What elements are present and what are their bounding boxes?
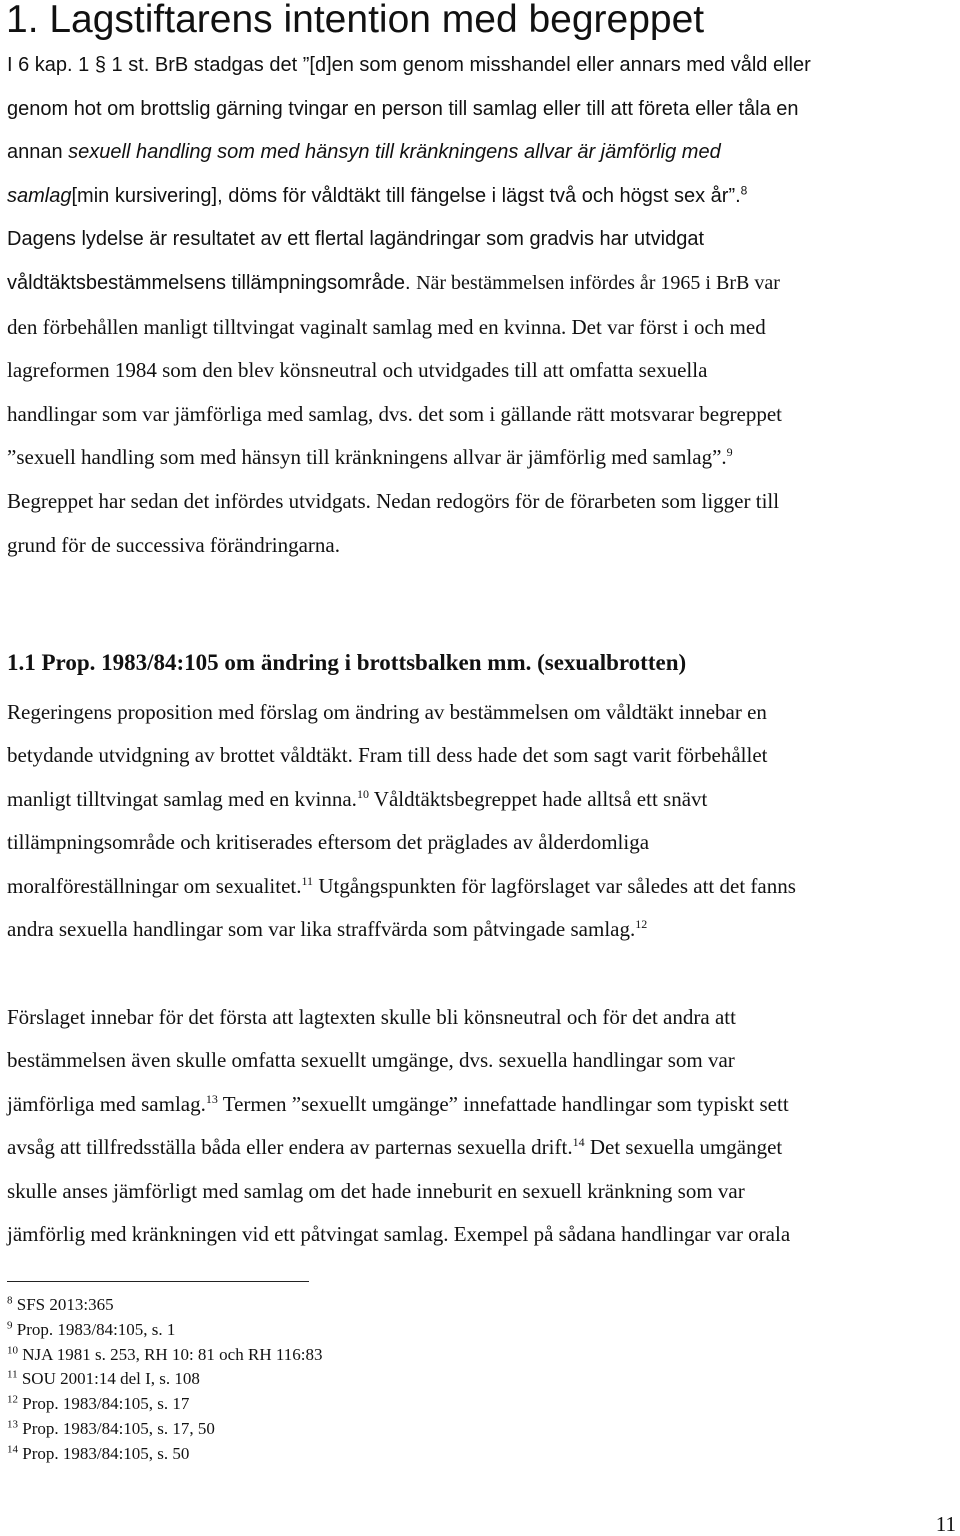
text-run: manligt tilltvingat samlag med en kvinna.: [7, 786, 357, 811]
text-line: [7, 52, 811, 78]
footnote-number: 10: [7, 1343, 18, 1356]
text-run: den förbehållen manligt tilltvingat vaginalt samlag med en kvinna. Det var först i och med: [7, 314, 766, 339]
text-run: ”sexuell handling som med hänsyn till kränkningens allvar är jämförlig med samlag”.: [7, 445, 727, 470]
text-run: Det sexuella umgänget: [584, 1135, 783, 1160]
text-line: [7, 699, 767, 725]
text-run: bestämmelsen även skulle omfatta sexuellt umgänge, dvs. sexuella handlingar som var: [7, 1048, 735, 1073]
text-run: skulle anses jämförligt med samlag om det hade inneburit en sexuell kränkning som var: [7, 1178, 745, 1203]
footnote-ref[interactable]: 13: [205, 1091, 218, 1106]
footnote-item: [7, 1443, 189, 1465]
text-line: [7, 1047, 735, 1073]
text-run: avsåg att tillfredsställa båda eller endera av parternas sexuella drift.: [7, 1135, 573, 1160]
text-run: jämförlig med kränkningen vid ett påtvingat samlag. Exempel på sådana handlingar var orala: [7, 1222, 791, 1246]
page-number: 11: [935, 1512, 956, 1536]
footnote-number: 14: [7, 1443, 18, 1456]
footnote-text: NJA 1981 s. 253, RH 10: 81 och RH 116:83: [18, 1344, 323, 1364]
text-line: [7, 357, 707, 383]
footnote-text: Prop. 1983/84:105, s. 50: [18, 1443, 190, 1463]
footnote-divider: [7, 1281, 309, 1282]
text-run: [min kursivering], döms för våldtäkt till fängelse i lägst två och högst sex år”.: [71, 184, 741, 207]
text-line: [7, 1221, 790, 1247]
footnote-number: 9: [7, 1319, 13, 1332]
text-run: sexuell handling som med hänsyn till kränkningens allvar är jämförlig med: [68, 141, 721, 164]
text-run: Dagens lydelse är resultatet av ett flertal lagändringar som gradvis har utvidgat: [7, 228, 705, 251]
footnote-text: SFS 2013:365: [12, 1295, 114, 1314]
text-run: betydande utvidgning av brottet våldtäkt. Fram till dess hade det som sagt varit förbehållet: [7, 743, 768, 768]
text-line: [7, 829, 649, 855]
footnote-item: [7, 1294, 114, 1316]
footnote-ref[interactable]: 9: [726, 445, 733, 460]
footnote-item: [7, 1319, 175, 1341]
text-line: [7, 1091, 789, 1117]
footnote-number: 11: [7, 1368, 18, 1381]
footnote-item: [7, 1344, 322, 1366]
text-run: Termen ”sexuellt umgänge” innefattade handlingar som typiskt sett: [217, 1091, 789, 1116]
section-heading: 1.1 Prop. 1983/84:105 om ändring i brottsbalken mm. (sexualbrotten): [7, 650, 687, 675]
text-run: annan: [7, 141, 69, 164]
text-line: [7, 1134, 782, 1160]
footnote-ref[interactable]: 10: [356, 786, 369, 801]
text-line: [7, 444, 733, 470]
text-run: handlingar som var jämförliga med samlag, dvs. det som i gällande rätt motsvarar begreppet: [7, 401, 783, 426]
footnote-item: [7, 1368, 200, 1390]
footnote-number: 8: [7, 1294, 13, 1307]
footnote-ref[interactable]: 8: [740, 183, 748, 198]
text-line: [7, 873, 796, 899]
text-run: genom hot om brottslig gärning tvingar en person till samlag eller till att företa eller tåla en: [7, 97, 799, 120]
text-run: Förslaget innebar för det första att lagtexten skulle bli könsneutral och för det andra att: [7, 1005, 736, 1029]
text-line: [7, 96, 799, 122]
text-line: [7, 401, 782, 427]
footnote-text: SOU 2001:14 del I, s. 108: [17, 1369, 200, 1389]
text-run: andra sexuella handlingar som var lika straffvärda som påtvingade samlag.: [7, 917, 636, 941]
text-line: [7, 786, 707, 812]
text-line: [7, 742, 767, 768]
text-run: moralföreställningar om sexualitet.: [7, 873, 302, 898]
footnote-text: Prop. 1983/84:105, s. 1: [12, 1319, 176, 1339]
text-line: [7, 270, 780, 296]
text-run: lagreformen 1984 som den blev könsneutral och utvidgades till att omfatta sexuella: [7, 358, 708, 383]
footnote-item: [7, 1393, 189, 1415]
text-line: [7, 488, 779, 514]
footnote-ref[interactable]: 12: [635, 917, 648, 931]
footnote-text: Prop. 1983/84:105, s. 17, 50: [18, 1419, 215, 1438]
text-line: [7, 1178, 745, 1204]
text-run: Våldtäktsbegreppet hade alltså ett snävt: [368, 786, 708, 811]
text-run: Regeringens proposition med förslag om ändring av bestämmelsen om våldtäkt innebar en: [7, 700, 767, 724]
text-line: [7, 1004, 736, 1030]
text-run: I 6 kap. 1 § 1 st. BrB stadgas det ”[d]en som genom misshandel eller annars med våld eller: [7, 54, 811, 76]
chapter-heading: 1. Lagstiftarens intention med begreppet: [6, 0, 705, 41]
text-run: När bestämmelsen infördes år 1965 i BrB var: [416, 272, 780, 294]
footnote-ref[interactable]: 11: [301, 873, 314, 888]
footnote-ref[interactable]: 14: [572, 1135, 585, 1150]
text-line: [7, 532, 340, 558]
text-run: samlag: [7, 184, 72, 207]
footnote-item: [7, 1418, 215, 1440]
footnote-number: 12: [7, 1393, 18, 1406]
text-run: tillämpningsområde och kritiserades eftersom det präglades av ålderdomliga: [7, 830, 650, 855]
text-line: [7, 314, 766, 340]
text-run: jämförliga med samlag.: [7, 1091, 206, 1116]
text-run: grund för de successiva förändringarna.: [7, 532, 340, 557]
text-line: [7, 916, 647, 942]
text-line: [7, 226, 704, 252]
text-run: Begreppet har sedan det infördes utvidgats. Nedan redogörs för de förarbeten som ligger till: [7, 489, 780, 513]
footnote-text: Prop. 1983/84:105, s. 17: [18, 1394, 190, 1414]
text-run: Utgångspunkten för lagförslaget var således att det fanns: [313, 873, 796, 898]
text-run: våldtäktsbestämmelsens tillämpningsområde.: [7, 272, 417, 294]
text-line: [7, 139, 721, 165]
text-line: [7, 183, 747, 209]
footnote-number: 13: [7, 1418, 18, 1431]
